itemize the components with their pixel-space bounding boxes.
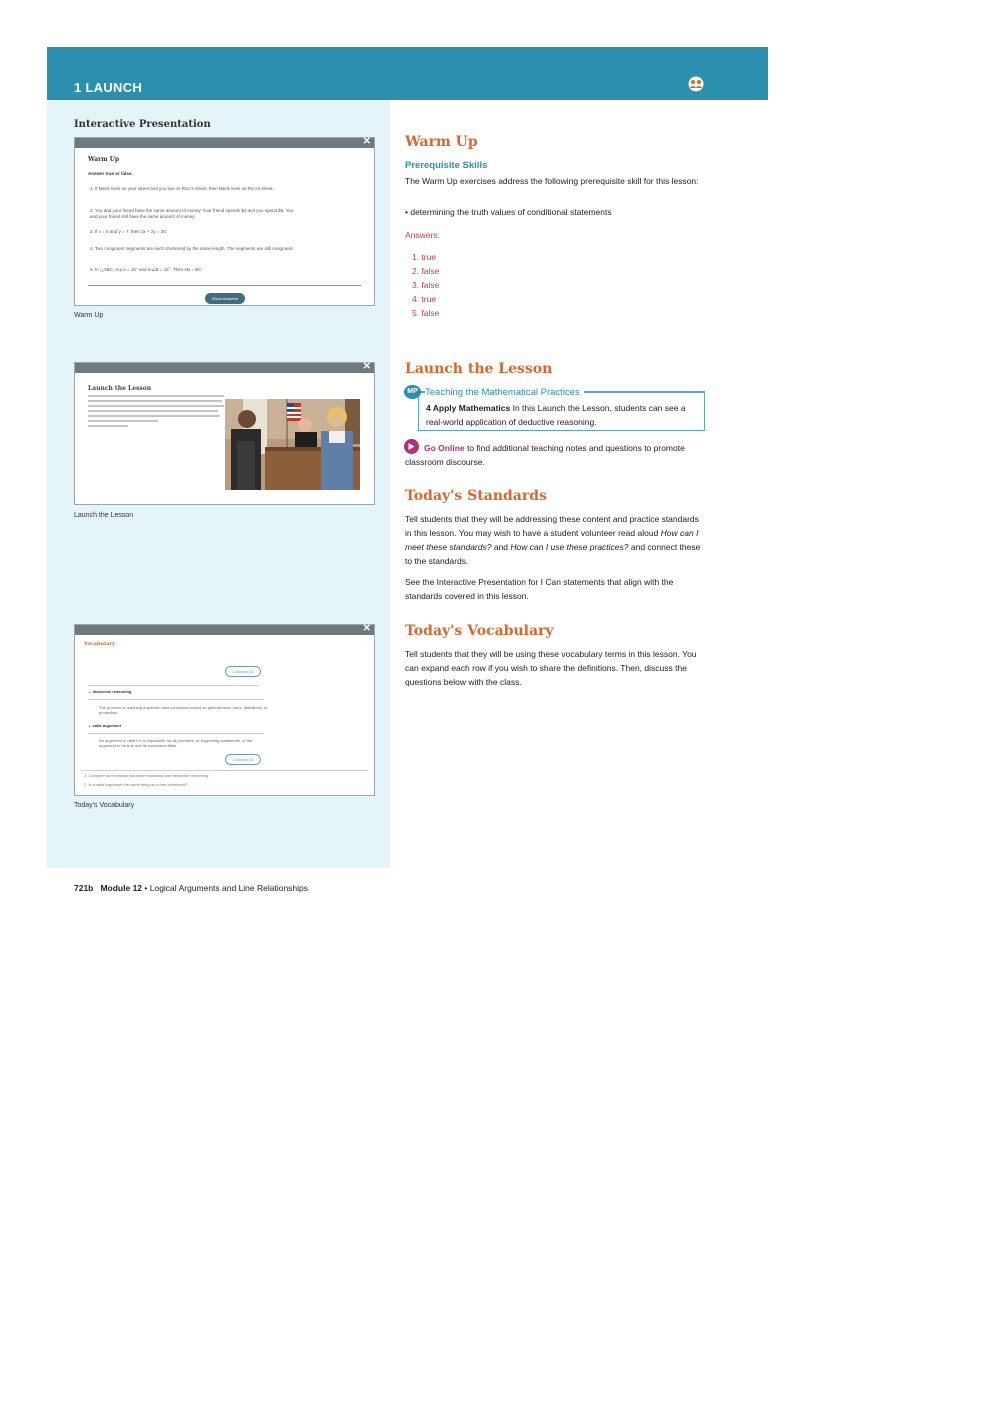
standards-text: and [491,542,511,552]
mp-practice: 4 Apply Mathematics [426,403,511,413]
courtroom-illustration [225,399,360,490]
standards-heading: Today's Standards [405,488,547,504]
vocab-term[interactable] [88,723,121,728]
answer-item: 4. true [412,294,437,304]
screen-titlebar [75,625,374,635]
page-footer [74,883,308,893]
answer-item: 3. false [412,280,440,290]
standards-text: Tell students that they will be addressing these content and practice standards in this lesson. You may wish to have a student volunteer read aloud [405,514,699,538]
panel-title: Interactive Presentation [74,119,211,130]
warmup-screen-heading: Warm Up [88,156,120,163]
vocabulary-screen-heading: Vocabulary [84,641,115,647]
collapse-all-button[interactable]: Collapse All [225,666,261,677]
close-icon[interactable]: ✕ [362,136,371,147]
warmup-heading: Warm Up [405,134,478,150]
answer-item: 2. false [412,266,440,276]
launch-heading: Launch the Lesson [405,361,553,377]
launch-caption: Launch the Lesson [74,512,134,519]
launch-screen-text [88,395,224,430]
go-online-text [405,441,705,469]
warmup-bullet: • determining the truth values of conditional statements [405,207,612,217]
launch-screen-heading: Launch the Lesson [88,385,152,392]
close-icon[interactable]: ✕ [362,623,371,634]
warmup-item: 5. In △ABC, m∠A = 15° and m∠B = 15°. Then AB = BC. [90,267,203,272]
vocab-term[interactable] [88,689,131,694]
interactive-presentation-panel [47,100,390,868]
vocab-term-label: valid argument [92,723,121,728]
page-number: 721b [74,883,94,893]
warmup-item: 1. If Merle lives on your street and you live on Rico's street, then Merle lives on Rico's street. [90,186,274,191]
vocab-term-label: deductive reasoning [92,689,132,694]
divider [88,285,361,286]
vocab-definition: An argument is valid if it is impossible for all premises, or supporting statements, of the argument to be true and its conclusion false. [99,738,253,748]
warmup-item: 2. You and your friend have the same amount of money. Your friend spends $4 and you spend $5. You and your friend still have the same amount of money. [90,208,294,219]
vocabulary-heading: Today's Vocabulary [405,623,554,639]
warmup-item: 3. If x = 5 and y = 7, then 3x + 2y = 30. [90,229,168,234]
prerequisite-skills-heading: Prerequisite Skills [405,160,488,171]
chevron-down-icon: ⌄ [88,723,93,728]
vocabulary-caption: Today's Vocabulary [74,802,135,809]
go-online-link[interactable]: Go Online [424,443,465,453]
mp-title: Teaching the Mathematical Practices [425,387,584,398]
divider [88,685,259,686]
standards-text: and connect these to the standards. [405,542,701,566]
launch-screen[interactable] [74,362,375,505]
standards-paragraph [405,512,705,568]
standards-paragraph-2: See the Interactive Presentation for I Can statements that align with the standards covered in this lesson. [405,577,674,601]
mp-text [426,401,698,429]
warmup-screen[interactable] [74,137,375,306]
warmup-item: 4. Two congruent segments are each shortened by the same length. The segments are still congruent. [90,246,294,251]
section-title: 1 LAUNCH [74,80,143,95]
warmup-screen-instruction: Answer true or false. [88,171,133,176]
go-online-description: to find additional teaching notes and questions to promote classroom discourse. [405,443,685,467]
vocab-question: 2. Is a valid argument the same thing as a true statement? [84,782,188,787]
standards-question: How can I use these practices? [510,542,629,552]
divider [81,770,368,771]
warmup-text: The Warm Up exercises address the following prerequisite skill for this lesson: [405,176,699,186]
chevron-down-icon: ⌄ [88,689,93,694]
divider [88,733,264,734]
close-icon[interactable]: ✕ [362,361,371,372]
warmup-caption: Warm Up [74,312,104,319]
module-title: Logical Arguments and Line Relationships [149,883,309,893]
vocab-definition: The process of reaching a specific valid conclusion based on general facts, rules, definitions, or properties. [99,705,268,715]
answer-item: 1. true [412,252,437,262]
mp-description: In this Launch the Lesson, students can see a real-world application of deductive reasoning. [426,403,686,427]
group-icon [687,76,705,92]
module-label: Module 12 [100,883,143,893]
show-answers-button[interactable]: Show Answers [205,293,245,304]
answers-list [412,250,439,320]
section-banner [47,47,768,100]
answers-label: Answers: [405,230,440,240]
mp-icon: MP [404,385,421,399]
vocabulary-screen[interactable] [74,624,375,796]
standards-question: How can I meet these standards? [405,528,699,552]
collapse-all-button-bottom[interactable]: Collapse All [225,754,261,765]
footer-separator: • [142,883,150,893]
answer-item: 5. false [412,308,440,318]
screen-titlebar [75,363,374,373]
divider [88,699,264,700]
courtroom-photo [225,399,360,490]
screen-titlebar [75,138,374,148]
vocab-question: 1. Compare and contrast inductive reasoning and deductive reasoning. [84,773,210,778]
vocabulary-text: Tell students that they will be using these vocabulary terms in this lesson. You can expand each row if you wish to share the definitions. Then, discuss the questions below with the class. [405,649,697,687]
